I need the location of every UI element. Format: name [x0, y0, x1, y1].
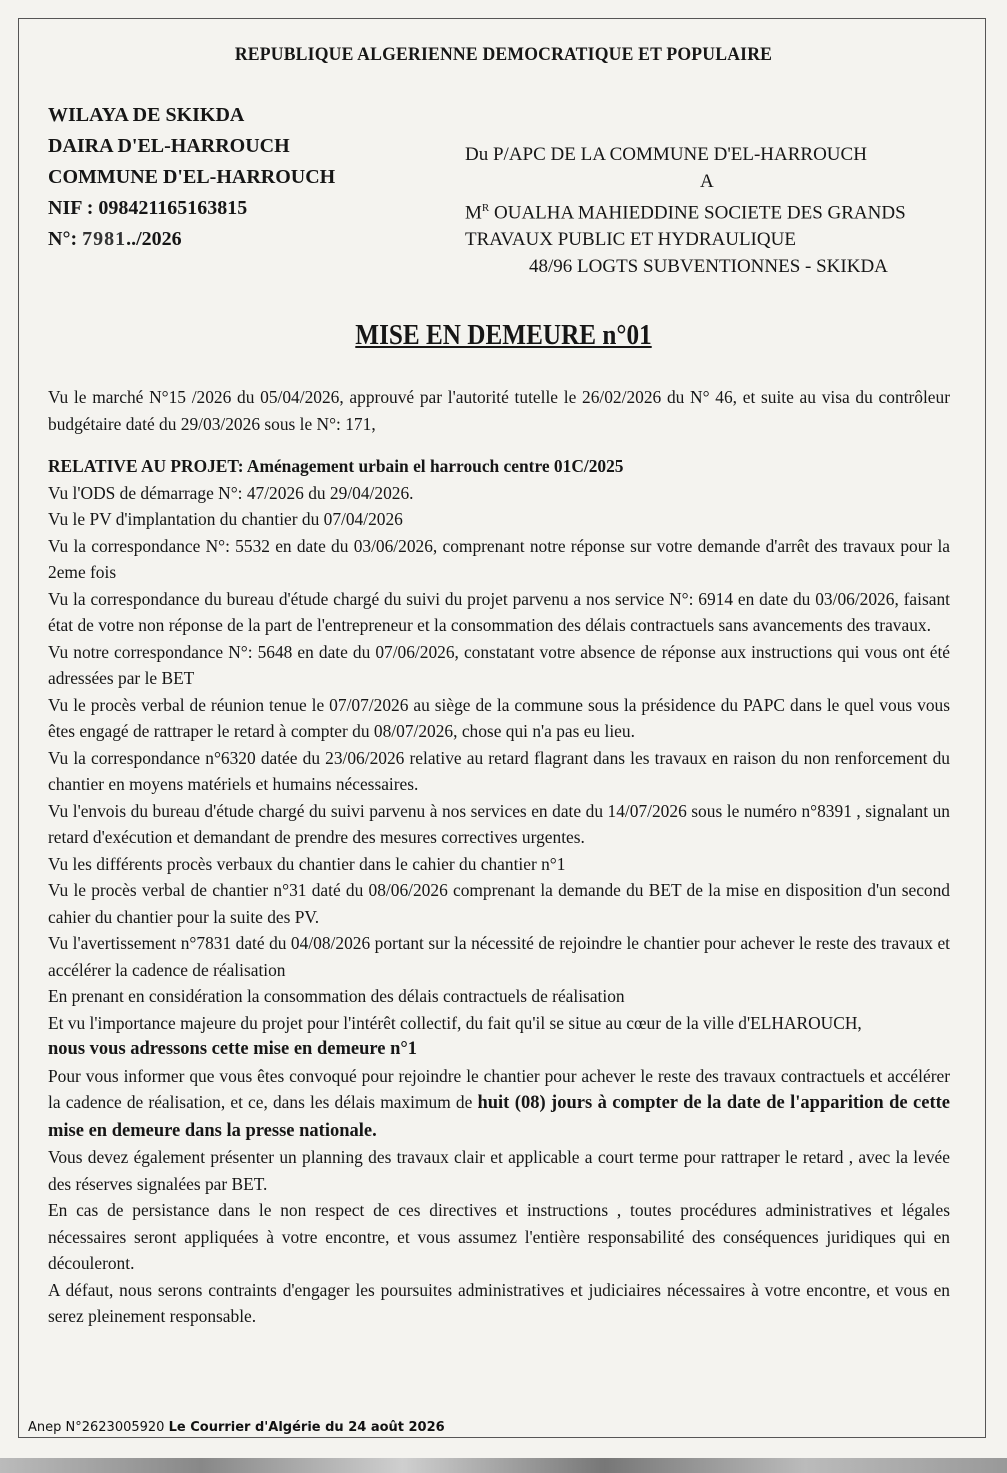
from-line: Du P/APC DE LA COMMUNE D'EL-HARROUCH: [465, 144, 867, 165]
consideration-item: Vu le PV d'implantation du chantier du 07/04/2026: [48, 509, 403, 529]
number-value: 7981: [82, 228, 127, 250]
sender-block: [48, 100, 335, 255]
anep-number: Anep N°2623005920: [28, 1420, 169, 1435]
consideration-item: Vu la correspondance du bureau d'étude chargé du suivi du projet parvenu a nos service N°: 6914 en date du 03/06/2026, faisant état de votre non réponse de la part de l'entrepreneur et la consommation des délais contractuels sans avancements des travaux.: [48, 588, 950, 635]
intro-paragraph: Vu le marché N°15 /2026 du 05/04/2026, approuvé par l'autorité tutelle le 26/02/2026 du N° 46, et suite au visa du contrôleur budgétaire daté du 29/03/2026 sous le N°: 171,: [48, 387, 950, 434]
consideration-item: Vu l'ODS de démarrage N°: 47/2026 du 29/04/2026.: [48, 482, 414, 503]
convocation-deadline: huit (08) jours à compter de la date de l'apparition de cette mise en demeure dans la presse nationale.: [48, 1093, 950, 1141]
consideration-item: Vu le procès verbal de chantier n°31 daté du 08/06/2026 comprenant la demande du BET de la mise en disposition d'un second cahier du chantier pour la suite des PV.: [48, 880, 950, 927]
convocation-paragraph: [48, 1063, 950, 1145]
to-line: A: [700, 171, 714, 192]
consideration-item: Vu les différents procès verbaux du chantier dans le cahier du chantier n°1: [48, 853, 566, 874]
number-suffix: ../2026: [126, 228, 182, 250]
recipient-address: 48/96 LOGTS SUBVENTIONNES - SKIKDA: [529, 256, 888, 278]
name-prefix: M: [465, 202, 482, 224]
name-text: OUALHA MAHIEDDINE SOCIETE DES GRANDS: [489, 202, 906, 224]
consideration-item: Vu la correspondance N°: 5532 en date du 03/06/2026, comprenant notre réponse sur votre demande d'arrêt des travaux pour la 2eme fois: [48, 535, 950, 582]
project-line: RELATIVE AU PROJET: Aménagement urbain el harrouch centre 01C/2025: [48, 456, 624, 476]
consideration-item: Vu notre correspondance N°: 5648 en date du 07/06/2026, constatant votre absence de réponse aux instructions qui vous ont été adressées par le BET: [48, 641, 950, 688]
persistence-paragraph: En cas de persistance dans le non respect de ces directives et instructions , toutes procédures administratives et légales nécessaires seront appliquées à votre encontre, et vous assumez l'entière responsabilité des conséquences juridiques qui en découleront.: [48, 1200, 950, 1273]
recipient-block: [465, 141, 935, 280]
consideration-item: Vu l'avertissement n°7831 daté du 04/08/2026 portant sur la nécessité de rejoindre le chantier pour achever le reste des travaux et accélérer la cadence de réalisation: [48, 933, 950, 980]
consideration-item: Vu le procès verbal de réunion tenue le 07/07/2026 au siège de la commune sous la présidence du PAPC dans le quel vous vous êtes engagé de rattraper le retard à compter du 08/07/2026, chose qui n'a pas eu lieu.: [48, 694, 950, 741]
consideration-item: En prenant en considération la consommation des délais contractuels de réalisation: [48, 986, 625, 1006]
recipient-name: [465, 195, 935, 226]
scan-edge-strip: [0, 1458, 1007, 1473]
number-prefix: N°:: [48, 228, 83, 250]
default-paragraph: A défaut, nous serons contraints d'engager les poursuites administratives et judiciaires nécessaires à votre encontre, et vous en serez pleinement responsable.: [48, 1279, 950, 1326]
journal-reference: Le Courrier d'Algérie du 24 août 2026: [168, 1420, 445, 1435]
name-sup: R: [481, 202, 490, 214]
consideration-item: Vu l'envois du bureau d'étude chargé du suivi parvenu à nos services en date du 14/07/2026 sous le numéro n°8391 , signalant un retard d'exécution et demandant de prendre des mesures correctives urgentes.: [48, 800, 950, 847]
consideration-item: Vu la correspondance n°6320 datée du 23/06/2026 relative au retard flagrant dans les travaux en raison du non renforcement du chantier en moyens matériels et humains nécessaires.: [48, 747, 950, 794]
document-body: [48, 384, 950, 1330]
wilaya-line: WILAYA DE SKIKDA: [48, 104, 245, 126]
recipient-company: TRAVAUX PUBLIC ET HYDRAULIQUE: [465, 229, 796, 251]
nif-line: NIF : 098421165163815: [48, 197, 248, 219]
document-title: MISE EN DEMEURE n°01: [355, 320, 652, 351]
publication-footer: [28, 1420, 445, 1435]
republic-header: REPUBLIQUE ALGERIENNE DEMOCRATIQUE ET POPULAIRE: [234, 44, 773, 65]
consideration-item: Et vu l'importance majeure du projet pour l'intérêt collectif, du fait qu'il se situe au cœur de la ville d'ELHAROUCH,: [48, 1012, 862, 1033]
planning-paragraph: Vous devez également présenter un planning des travaux clair et applicable a court terme pour rattraper le retard , avec la levée des réserves signalées par BET.: [48, 1147, 950, 1194]
commune-line: COMMUNE D'EL-HARROUCH: [48, 166, 336, 188]
address-line: nous vous adressons cette mise en demeure n°1: [48, 1039, 418, 1059]
reference-number: [48, 224, 335, 255]
convocation-text: Pour vous informer que vous êtes convoqué pour rejoindre le chantier pour achever le reste des travaux contractuels et accélérer la cadence de réalisation, et ce, dans les délais maximum de: [48, 1065, 950, 1112]
daira-line: DAIRA D'EL-HARROUCH: [48, 135, 290, 157]
